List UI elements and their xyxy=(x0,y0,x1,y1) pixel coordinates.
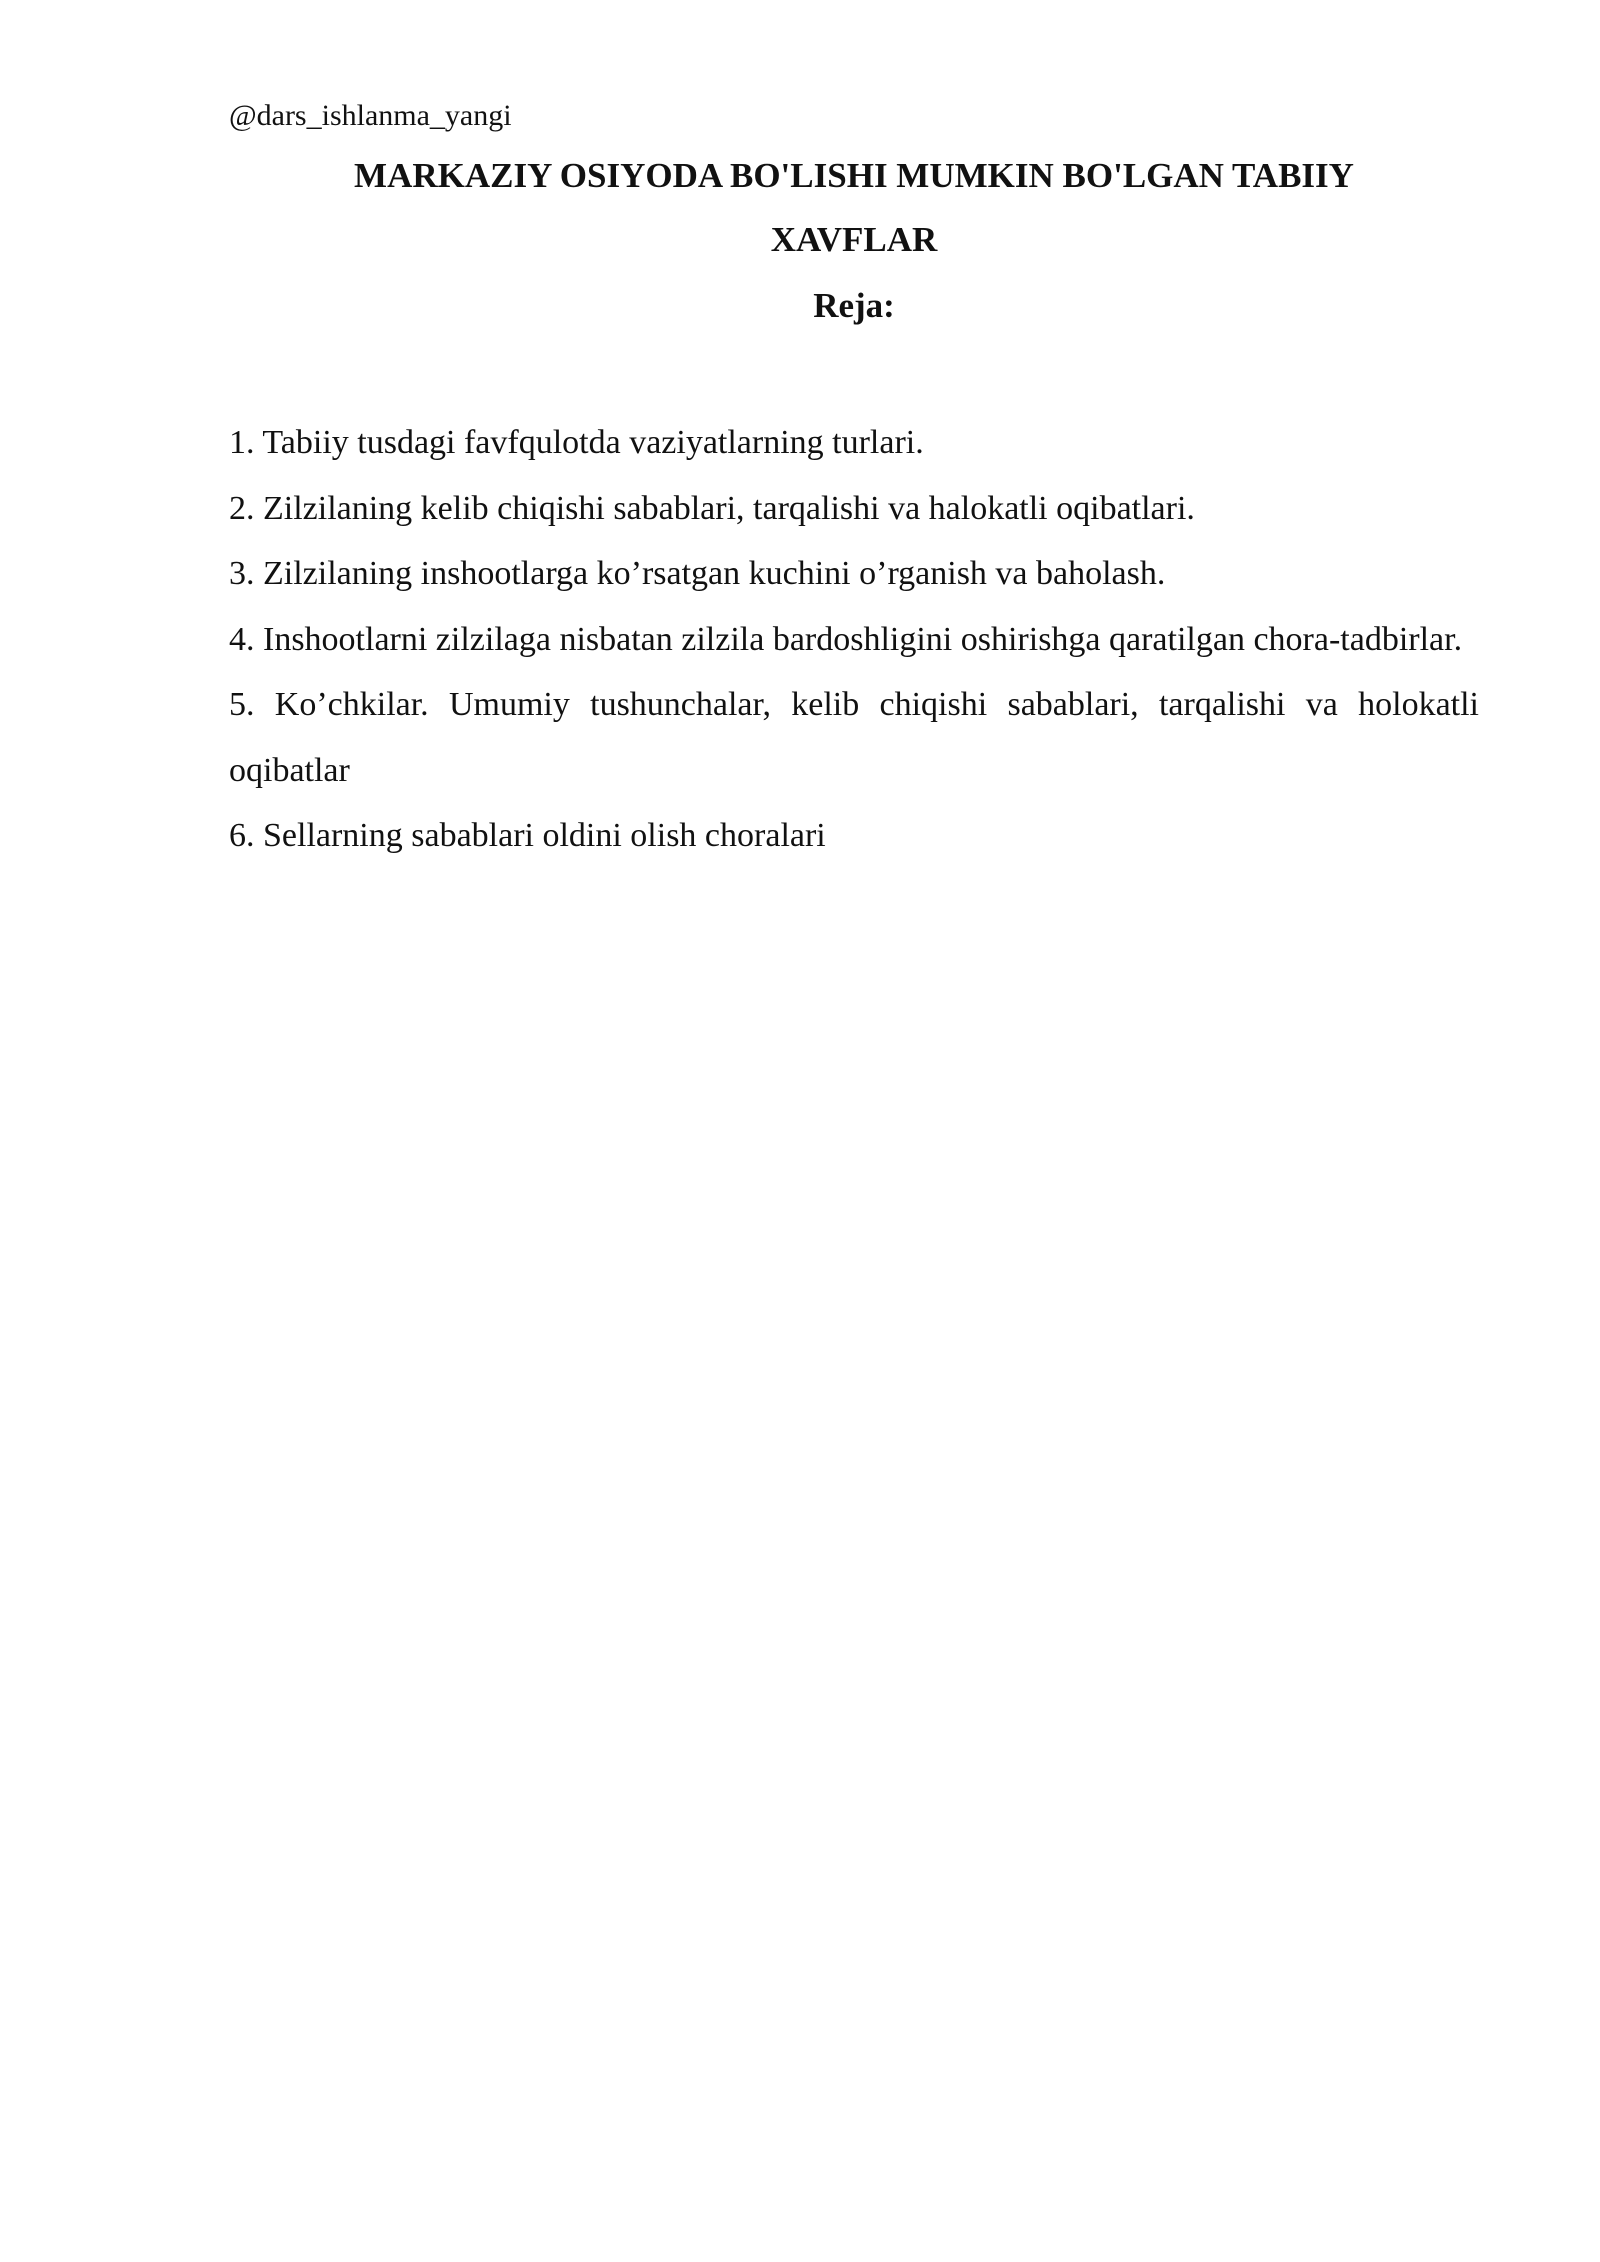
document-title-line-2: XAVFLAR xyxy=(770,220,938,259)
channel-handle: @dars_ishlanma_yangi xyxy=(229,99,512,132)
plan-item-5: 5. Ko’chkilar. Umumiy tushunchalar, kelib chiqishi sabablari, tarqalishi va holokatli oqibatlar xyxy=(229,686,1479,789)
plan-list xyxy=(229,410,1479,869)
plan-item-4: 4. Inshootlarni zilzilaga nisbatan zilzila bardoshligini oshirishga qaratilgan chora-tadbirlar. xyxy=(229,620,1463,658)
plan-item-2: 2. Zilzilaning kelib chiqishi sabablari, tarqalishi va halokatli oqibatlari. xyxy=(229,489,1195,527)
document-title-line-1: MARKAZIY OSIYODA BO'LISHI MUMKIN BO'LGAN TABIIY xyxy=(354,156,1354,195)
plan-item-1: 1. Tabiiy tusdagi favfqulotda vaziyatlarning turlari. xyxy=(229,424,924,461)
plan-item-6: 6. Sellarning sabablari oldini olish choralari xyxy=(229,817,826,854)
plan-heading: Reja: xyxy=(813,286,895,325)
plan-item-3: 3. Zilzilaning inshootlarga ko’rsatgan kuchini o’rganish va baholash. xyxy=(229,555,1166,592)
